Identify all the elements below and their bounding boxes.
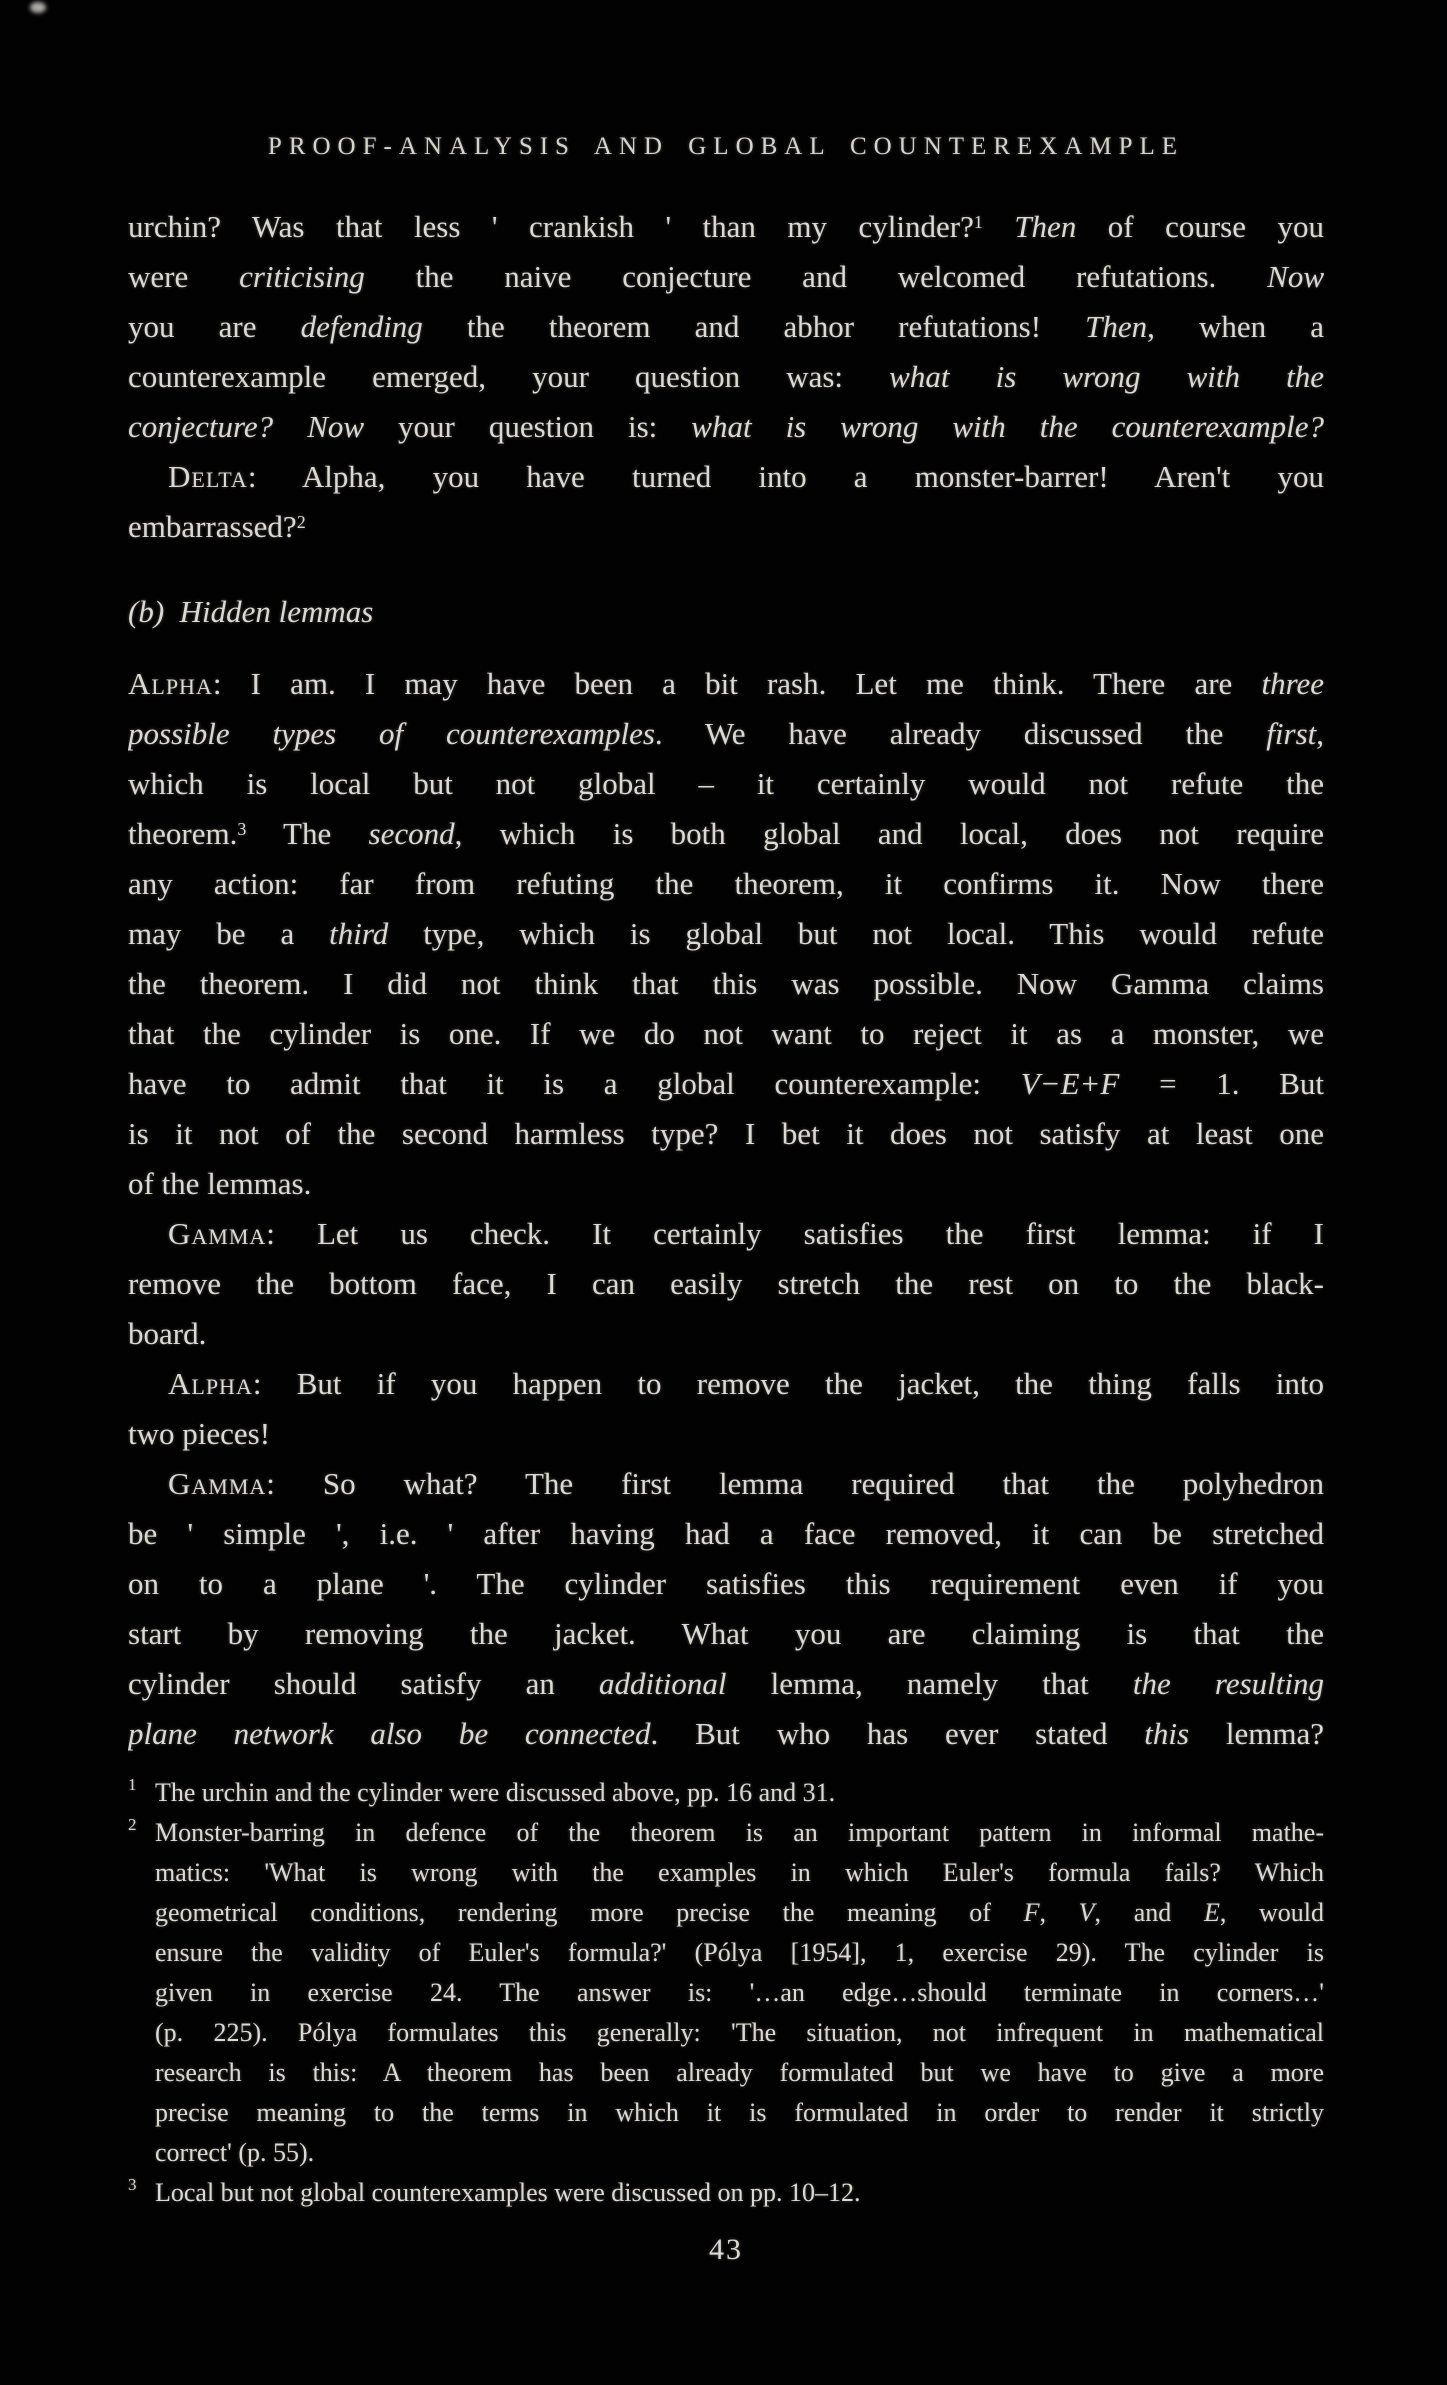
text-line: two pieces!	[128, 1416, 271, 1451]
paragraph	[128, 452, 1324, 552]
body-text	[128, 202, 1324, 1759]
text-line: Alpha: I am. I may have been a bit rash. Let me think. There are three	[128, 666, 1324, 701]
text-line: may be a third type, which is global but not local. This would refute	[128, 916, 1324, 951]
running-header: PROOF-ANALYSIS AND GLOBAL COUNTEREXAMPLE	[267, 133, 1185, 160]
text-line: embarrassed?$^2$	[128, 509, 306, 544]
footnote-line: precise meaning to the terms in which it is formulated in order to render it strictly	[155, 2098, 1324, 2127]
paragraph	[128, 1459, 1324, 1759]
text-line: theorem.$^3$ The second, which is both global and local, does not require	[128, 816, 1324, 851]
text-line: be ' simple ', i.e. ' after having had a face removed, it can be stretched	[128, 1516, 1324, 1551]
paragraph	[128, 1359, 1324, 1459]
paragraph	[128, 1209, 1324, 1359]
paragraph	[128, 659, 1324, 1209]
text-line: cylinder should satisfy an additional lemma, namely that the resulting	[128, 1666, 1324, 1701]
text-line: you are defending the theorem and abhor refutations! Then, when a	[128, 309, 1324, 344]
text-line: were criticising the naive conjecture and welcomed refutations. Now	[128, 259, 1324, 294]
text-line: counterexample emerged, your question was: what is wrong with the	[128, 359, 1324, 394]
text-line: have to admit that it is a global counterexample: V−E+F = 1. But	[128, 1066, 1324, 1101]
footnote-ref: 1	[973, 212, 983, 233]
text-line: board.	[128, 1316, 207, 1351]
speaker-name: Delta	[168, 459, 248, 494]
paragraph	[128, 202, 1324, 452]
text-line: urchin? Was that less ' crankish ' than my cylinder?$^1$ Then of course you	[128, 209, 1324, 244]
footnote-line: research is this: A theorem has been already formulated but we have to give a more	[155, 2058, 1324, 2087]
footnote-line: (p. 225). Pólya formulates this generally: 'The situation, not infrequent in mathematical	[155, 2018, 1324, 2047]
footnote-marker: 1	[128, 1775, 137, 1794]
text-line: which is local but not global – it certainly would not refute the	[128, 766, 1324, 801]
text-line: start by removing the jacket. What you are claiming is that the	[128, 1616, 1324, 1651]
text-line: on to a plane '. The cylinder satisfies this requirement even if you	[128, 1566, 1324, 1601]
footnote-line: ensure the validity of Euler's formula?' (Pólya [1954], 1, exercise 29). The cylinder is	[155, 1938, 1324, 1967]
page-number: 43	[709, 2233, 743, 2266]
footnote-line: Local but not global counterexamples were discussed on pp. 10–12.	[155, 2178, 861, 2207]
speaker-name: Alpha	[168, 1366, 253, 1401]
footnote-line: matics: 'What is wrong with the examples in which Euler's formula fails? Which	[155, 1858, 1324, 1887]
speaker-name: Alpha	[128, 666, 213, 701]
footnote-marker: 3	[128, 2175, 137, 2194]
footnote	[128, 2173, 1324, 2213]
text-line: plane network also be connected. But who has ever stated this lemma?	[128, 1716, 1324, 1751]
text-line: any action: far from refuting the theorem, it confirms it. Now there	[128, 866, 1324, 901]
text-line: remove the bottom face, I can easily stretch the rest on to the black-	[128, 1266, 1324, 1301]
text-line: that the cylinder is one. If we do not want to reject it as a monster, we	[128, 1016, 1324, 1051]
text-line: possible types of counterexamples. We have already discussed the first,	[128, 716, 1324, 751]
page-content	[128, 132, 1324, 2265]
text-line: the theorem. I did not think that this was possible. Now Gamma claims	[128, 966, 1324, 1001]
footnote-ref: 3	[237, 819, 247, 840]
footnote	[128, 1813, 1324, 2173]
section-heading: (b) Hidden lemmas	[128, 594, 374, 629]
scan-artifact	[30, 2, 46, 13]
text-line: Delta: Alpha, you have turned into a monster-barrer! Aren't you	[168, 459, 1324, 494]
speaker-name: Gamma	[168, 1466, 267, 1501]
footnotes	[128, 1773, 1324, 2213]
text-line: Gamma: Let us check. It certainly satisfies the first lemma: if I	[168, 1216, 1324, 1251]
footnote-marker: 2	[128, 1815, 137, 1834]
footnote-line: correct' (p. 55).	[155, 2138, 315, 2167]
text-line: Gamma: So what? The first lemma required that the polyhedron	[168, 1466, 1324, 1501]
text-line: conjecture? Now your question is: what is wrong with the counterexample?	[128, 409, 1324, 444]
footnote-line: geometrical conditions, rendering more precise the meaning of F, V, and E, would	[155, 1898, 1324, 1927]
text-line: Alpha: But if you happen to remove the jacket, the thing falls into	[168, 1366, 1324, 1401]
footnote-line: given in exercise 24. The answer is: '…an edge…should terminate in corners…'	[155, 1978, 1324, 2007]
footnote-line: Monster-barring in defence of the theorem is an important pattern in informal mathe-	[155, 1818, 1324, 1847]
footnote-line: The urchin and the cylinder were discussed above, pp. 16 and 31.	[155, 1778, 836, 1807]
footnote	[128, 1773, 1324, 1813]
text-line: of the lemmas.	[128, 1166, 312, 1201]
speaker-name: Gamma	[168, 1216, 267, 1251]
footnote-ref: 2	[296, 512, 306, 533]
text-line: is it not of the second harmless type? I bet it does not satisfy at least one	[128, 1116, 1324, 1151]
